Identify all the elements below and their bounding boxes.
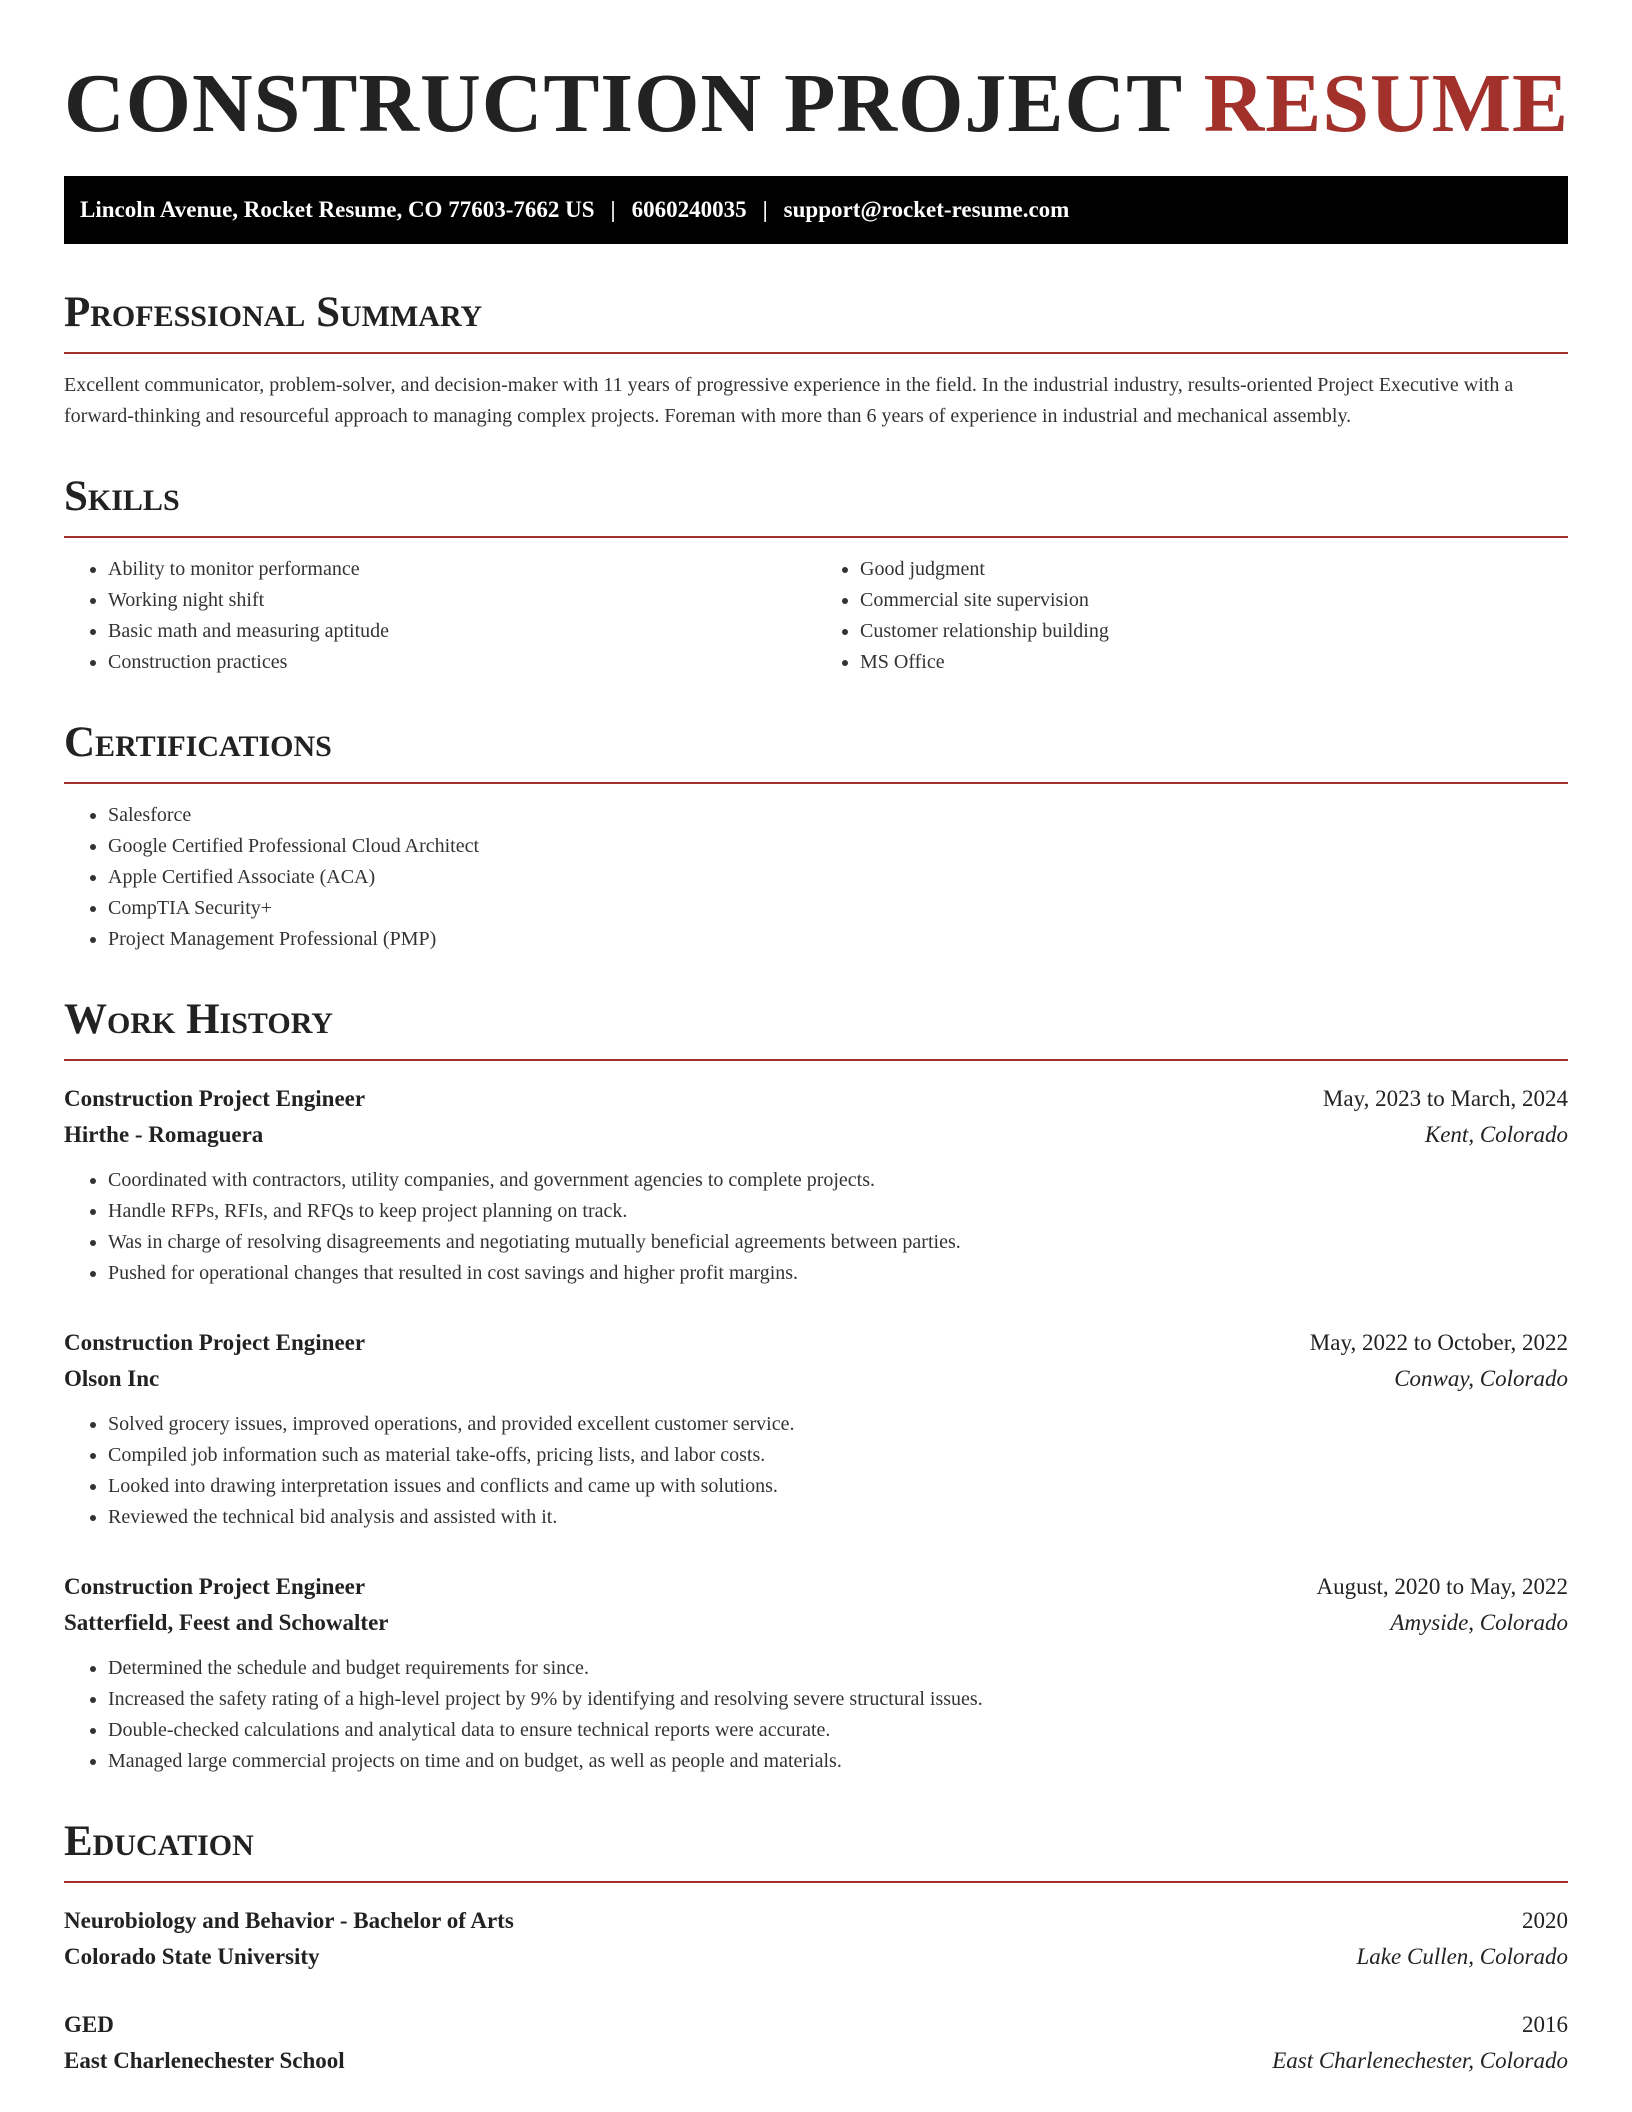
job-entry — [64, 1081, 1568, 1289]
skill-item: • MS Office — [860, 647, 1568, 678]
summary-text: Excellent communicator, problem-solver, and decision-maker with 11 years of progressive experience in the field. In the industrial industry, results-oriented Project Executive with a forward-thinking and resourceful approach to managing complex projects. Foreman with more than 6 years of experience in industrial and mechanical assembly. — [64, 374, 1514, 427]
job-entry — [64, 1569, 1568, 1777]
job-location: Kent, Colorado — [1424, 1122, 1568, 1147]
certifications-list — [64, 800, 1568, 955]
work-history-heading: Work History — [64, 995, 1568, 1061]
skill-item: • Construction practices — [108, 647, 816, 678]
job-company: Hirthe - Romaguera — [64, 1122, 264, 1147]
education-school-row — [64, 1939, 1568, 1975]
title-accent: RESUME — [1203, 57, 1570, 150]
job-bullet: • Double-checked calculations and analytical data to ensure technical reports were accurate. — [108, 1715, 1568, 1746]
certifications-heading: Certifications — [64, 718, 1568, 784]
contact-phone: 6060240035 — [631, 197, 747, 222]
summary-section — [64, 288, 1568, 432]
skill-item: • Working night shift — [108, 585, 816, 616]
contact-bar — [64, 176, 1568, 244]
education-school: Colorado State University — [64, 1944, 320, 1969]
job-title-row — [64, 1325, 1568, 1361]
job-bullet: • Handle RFPs, RFIs, and RFQs to keep project planning on track. — [108, 1196, 1568, 1227]
education-degree-row — [64, 1903, 1568, 1939]
job-bullet: • Coordinated with contractors, utility companies, and government agencies to complete projects. — [108, 1165, 1568, 1196]
skill-item: • Basic math and measuring aptitude — [108, 616, 816, 647]
job-company-row — [64, 1361, 1568, 1397]
summary-heading: Professional Summary — [64, 288, 1568, 354]
education-year: 2016 — [1522, 2012, 1568, 2037]
certification-item: • Salesforce — [108, 800, 1568, 831]
job-dates: May, 2023 to March, 2024 — [1322, 1086, 1568, 1111]
education-heading: Education — [64, 1817, 1568, 1883]
job-location: Amyside, Colorado — [1390, 1610, 1568, 1635]
job-bullet: • Reviewed the technical bid analysis and assisted with it. — [108, 1502, 1568, 1533]
education-location: East Charlenechester, Colorado — [1272, 2048, 1568, 2073]
education-location: Lake Cullen, Colorado — [1356, 1944, 1568, 1969]
skills-section — [64, 472, 1568, 678]
job-title: Construction Project Engineer — [64, 1574, 366, 1599]
job-bullet: • Managed large commercial projects on time and on budget, as well as people and materials. — [108, 1746, 1568, 1777]
job-bullet: • Solved grocery issues, improved operations, and provided excellent customer service. — [108, 1409, 1568, 1440]
certification-item: • CompTIA Security+ — [108, 893, 1568, 924]
job-bullet: • Increased the safety rating of a high-level project by 9% by identifying and resolving severe structural issues. — [108, 1684, 1568, 1715]
skills-heading: Skills — [64, 472, 1568, 538]
job-location: Conway, Colorado — [1394, 1366, 1568, 1391]
education-degree: Neurobiology and Behavior - Bachelor of Arts — [64, 1908, 514, 1933]
job-company-row — [64, 1605, 1568, 1641]
job-title-row — [64, 1569, 1568, 1605]
job-bullet: • Determined the schedule and budget requirements for since. — [108, 1653, 1568, 1684]
work-history-section — [64, 995, 1568, 1777]
job-bullet: • Pushed for operational changes that resulted in cost savings and higher profit margins. — [108, 1258, 1568, 1289]
job-bullet: • Compiled job information such as material take-offs, pricing lists, and labor costs. — [108, 1440, 1568, 1471]
skill-item: • Ability to monitor performance — [108, 554, 816, 585]
certification-item: • Apple Certified Associate (ACA) — [108, 862, 1568, 893]
contact-address: Lincoln Avenue, Rocket Resume, CO 77603-7662 US — [80, 197, 595, 222]
education-degree-row — [64, 2007, 1568, 2043]
education-year: 2020 — [1522, 1908, 1568, 1933]
title-main: CONSTRUCTION PROJECT — [64, 57, 1182, 150]
job-entry — [64, 1325, 1568, 1533]
contact-separator: | — [610, 197, 616, 222]
contact-email: support@rocket-resume.com — [783, 197, 1070, 222]
skill-item: • Good judgment — [860, 554, 1568, 585]
job-title-row — [64, 1081, 1568, 1117]
skill-item: • Customer relationship building — [860, 616, 1568, 647]
skills-list-left — [64, 554, 816, 678]
job-title: Construction Project Engineer — [64, 1086, 366, 1111]
skills-list-right — [816, 554, 1568, 678]
job-company: Olson Inc — [64, 1366, 160, 1391]
resume-title — [64, 56, 1568, 152]
education-school: East Charlenechester School — [64, 2048, 345, 2073]
job-bullets — [64, 1165, 1568, 1289]
contact-separator: | — [762, 197, 768, 222]
education-entry — [64, 2007, 1568, 2079]
education-school-row — [64, 2043, 1568, 2079]
education-entry — [64, 1903, 1568, 1975]
job-company-row — [64, 1117, 1568, 1153]
skill-item: • Commercial site supervision — [860, 585, 1568, 616]
education-section — [64, 1817, 1568, 2079]
certifications-section — [64, 718, 1568, 955]
job-bullet: • Was in charge of resolving disagreements and negotiating mutually beneficial agreements between parties. — [108, 1227, 1568, 1258]
job-dates: August, 2020 to May, 2022 — [1316, 1574, 1568, 1599]
job-company: Satterfield, Feest and Schowalter — [64, 1610, 389, 1635]
certification-item: • Google Certified Professional Cloud Architect — [108, 831, 1568, 862]
job-bullets — [64, 1653, 1568, 1777]
job-bullet: • Looked into drawing interpretation issues and conflicts and came up with solutions. — [108, 1471, 1568, 1502]
skills-grid — [64, 554, 1568, 678]
job-title: Construction Project Engineer — [64, 1330, 366, 1355]
job-dates: May, 2022 to October, 2022 — [1309, 1330, 1568, 1355]
certification-item: • Project Management Professional (PMP) — [108, 924, 1568, 955]
job-bullets — [64, 1409, 1568, 1533]
education-degree: GED — [64, 2012, 114, 2037]
